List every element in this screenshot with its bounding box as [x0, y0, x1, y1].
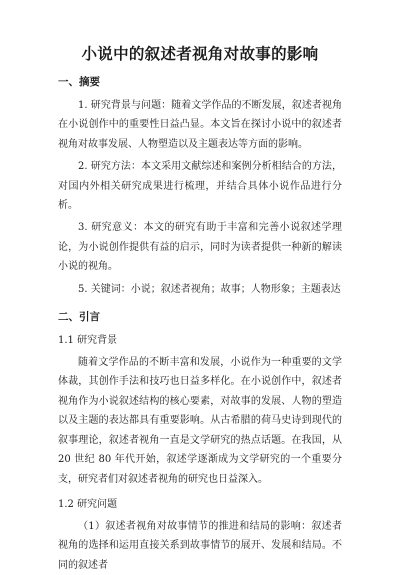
abstract-item-3: 3. 研究意义：本文的研究有助于丰富和完善小说叙述学理论，为小说创作提供有益的启示，同时为读者提供一种新的解读小说的视角。	[58, 222, 342, 273]
abstract-item-2: 2. 研究方法：本文采用文献综述和案例分析相结合的方法，对国内外相关研究成果进行梳理，并结合具体小说作品进行分析。	[58, 161, 342, 212]
background-paragraph: 随着文学作品的不断丰富和发展，小说作为一种重要的文学体裁，其创作手法和技巧也日益多样化。在小说创作中，叙述者视角作为小说叙述结构的核心要素，对故事的发展、人物的塑造以及主题的表达都具有重要影响。从古希腊的荷马史诗到现代的叙事理论，叙述者视角一直是文学研究的热点话题。在我国，从 20 世纪 80 年代开始，叙述学逐渐成为文学研究的一个重要分支，研究者们对叙述者视角的研究也日益深入。	[58, 357, 342, 485]
questions-paragraph: （1）叙述者视角对故事情节的推进和结局的影响：叙述者视角的选择和运用直接关系到故事情节的展开、发展和结局。不同的叙述者	[58, 520, 342, 571]
section-heading-introduction: 二、引言	[58, 311, 100, 324]
abstract-item-1: 1. 研究背景与问题：随着文学作品的不断发展，叙述者视角在小说创作中的重要性日益凸显。本文旨在探讨小说中的叙述者视角对故事发展、人物塑造以及主题表达等方面的影响。	[58, 100, 342, 150]
document-title: 小说中的叙述者视角对故事的影响	[81, 45, 319, 63]
section-heading-abstract: 一、摘要	[58, 76, 100, 88]
subsection-heading-background: 1.1 研究背景	[58, 335, 118, 347]
abstract-keywords: 5. 关键词：小说；叙述者视角；故事；人物形象；主题表达	[78, 283, 341, 295]
subsection-heading-questions: 1.2 研究问题	[58, 498, 118, 510]
